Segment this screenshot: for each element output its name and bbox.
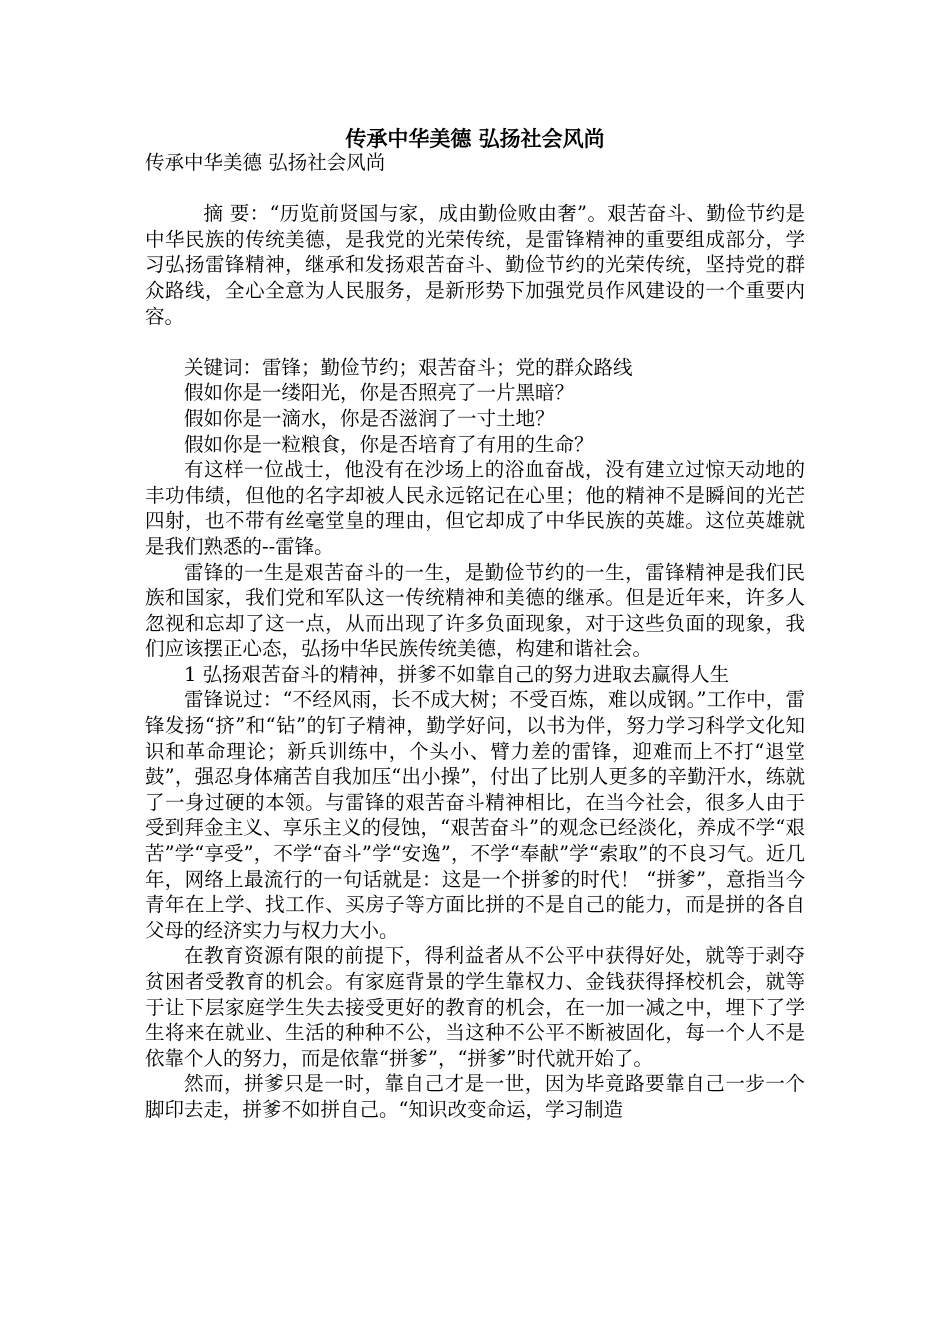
- body-paragraph: 雷锋的一生是艰苦奋斗的一生，是勤俭节约的一生，雷锋精神是我们民族和国家，我们党和军队这一传统精神和美德的继承。但是近年来，许多人忽视和忘却了这一点，从而出现了许多负面现象，对于这些负面的现象，我们应该摆正心态，弘扬中华民族传统美德，构建和谐社会。: [145, 560, 805, 661]
- abstract-paragraph: 摘 要：“历览前贤国与家，成由勤俭败由奢”。艰苦奋斗、勤俭节约是中华民族的传统美德，是我党的光荣传统，是雷锋精神的重要组成部分，学习弘扬雷锋精神，继承和发扬艰苦奋斗、勤俭节约的光荣传统，坚持党的群众路线，全心全意为人民服务，是新形势下加强党员作风建设的一个重要内容。: [145, 202, 805, 328]
- body-paragraph: 雷锋说过：“不经风雨，长不成大树；不受百炼，难以成钢。”工作中，雷锋发扬“挤”和“钻”的钉子精神，勤学好问，以书为伴，努力学习科学文化知识和革命理论；新兵训练中，个头小、臂力差的雷锋，迎难而上不打“退堂鼓”，强忍身体痛苦自我加压“出小操”，付出了比别人更多的辛勤汗水，练就了一身过硬的本领。与雷锋的艰苦奋斗精神相比，在当今社会，很多人由于受到拜金主义、享乐主义的侵蚀，“艰苦奋斗”的观念已经淡化，养成不学“艰苦”学“享受”，不学“奋斗”学“安逸”，不学“奉献”学“索取”的不良习气。近几年，网络上最流行的一句话就是：这是一个拼爹的时代！ “拼爹”，意指当今青年在上学、找工作、买房子等方面比拼的不是自己的能力，而是拼的各自父母的经济实力与权力大小。: [145, 688, 805, 942]
- body-paragraph: 假如你是一缕阳光，你是否照亮了一片黑暗？: [184, 381, 575, 405]
- section-heading: 1 弘扬艰苦奋斗的精神，拼爹不如靠自己的努力进取去赢得人生: [184, 662, 730, 686]
- body-paragraph: 假如你是一滴水，你是否滋润了一寸土地？: [184, 406, 555, 430]
- keywords-line: 关键词：雷锋；勤俭节约；艰苦奋斗；党的群众路线: [184, 355, 633, 379]
- body-paragraph: 假如你是一粒粮食，你是否培育了有用的生命？: [184, 432, 594, 456]
- body-paragraph: 然而，拼爹只是一时，靠自己才是一世，因为毕竟路要靠自己一步一个脚印去走，拼爹不如拼自己。“知识改变命运，学习制造: [145, 1072, 805, 1121]
- body-paragraph: 有这样一位战士，他没有在沙场上的浴血奋战，没有建立过惊天动地的丰功伟绩，但他的名字却被人民永远铭记在心里；他的精神不是瞬间的光芒四射，也不带有丝毫堂皇的理由，但它却成了中华民族的英雄。这位英雄就是我们熟悉的--雷锋。: [145, 458, 805, 558]
- body-paragraph: 在教育资源有限的前提下，得利益者从不公平中获得好处，就等于剥夺贫困者受教育的机会。有家庭背景的学生靠权力、金钱获得择校机会，就等于让下层家庭学生失去接受更好的教育的机会，在一加一减之中，埋下了学生将来在就业、生活的种种不公，当这种不公平不断被固化，每一个人不是依靠个人的努力，而是依靠“拼爹”，“拼爹”时代就开始了。: [145, 944, 805, 1070]
- blank-line: [145, 329, 805, 355]
- blank-line: [145, 176, 805, 202]
- document-body: [145, 150, 805, 1123]
- document-subtitle: 传承中华美德 弘扬社会风尚: [145, 151, 386, 174]
- document-title: 传承中华美德 弘扬社会风尚: [345, 127, 605, 151]
